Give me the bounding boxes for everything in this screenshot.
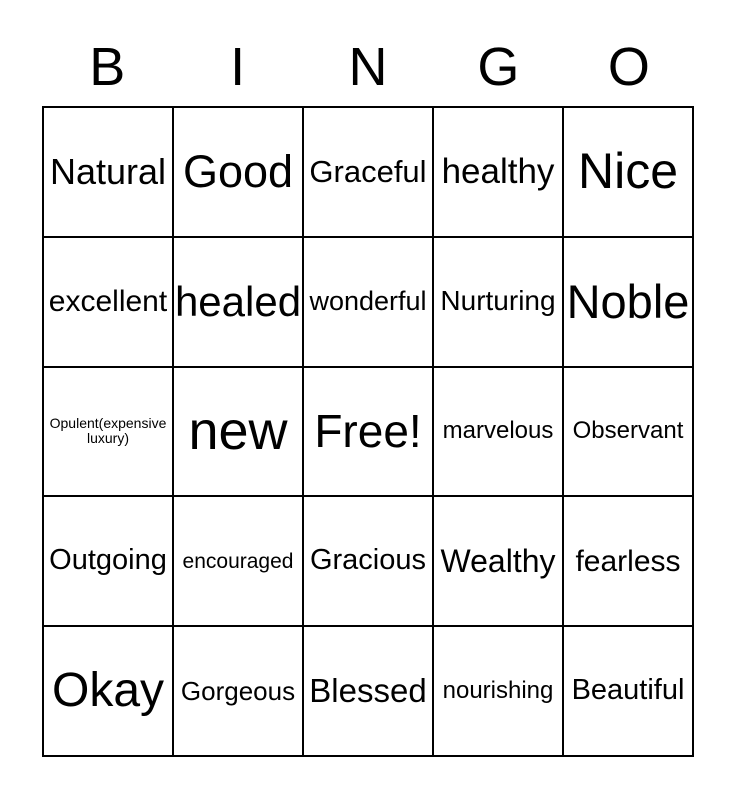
cell-text: excellent xyxy=(48,285,168,319)
bingo-cell-r2c5[interactable] xyxy=(564,238,692,366)
bingo-title xyxy=(42,36,694,98)
bingo-cell-r4c2[interactable] xyxy=(174,497,302,625)
title-letter-g: G xyxy=(477,37,520,97)
cell-text: new xyxy=(188,400,288,461)
cell-text: marvelous xyxy=(442,417,554,445)
cell-text: Observant xyxy=(572,417,684,445)
cell-text: Good xyxy=(182,146,294,198)
bingo-cell-r1c5[interactable] xyxy=(564,108,692,236)
bingo-cell-r5c3[interactable] xyxy=(304,627,432,755)
bingo-cell-r1c1[interactable] xyxy=(44,108,172,236)
cell-text: Beautiful xyxy=(571,674,685,707)
title-letter-o: O xyxy=(607,37,650,97)
title-letter-b: B xyxy=(89,37,126,97)
cell-text: Nice xyxy=(577,143,679,200)
title-letter-n: N xyxy=(348,37,388,97)
bingo-cell-r3c5[interactable] xyxy=(564,368,692,496)
bingo-cell-r3c2[interactable] xyxy=(174,368,302,496)
cell-text: Okay xyxy=(51,663,165,717)
cell-text: Noble xyxy=(566,274,690,328)
bingo-cell-r3c4[interactable] xyxy=(434,368,562,496)
cell-text: healthy xyxy=(441,151,555,191)
bingo-cell-r3c1[interactable] xyxy=(44,368,172,496)
title-letter-i: I xyxy=(230,37,246,97)
cell-text: Outgoing xyxy=(49,544,167,577)
bingo-cell-r1c2[interactable] xyxy=(174,108,302,236)
cell-text: encouraged xyxy=(182,549,294,573)
bingo-cell-r2c4[interactable] xyxy=(434,238,562,366)
bingo-grid xyxy=(42,106,694,757)
bingo-cell-r4c5[interactable] xyxy=(564,497,692,625)
bingo-cell-free-space[interactable] xyxy=(304,368,432,496)
cell-text: Gorgeous xyxy=(180,675,296,706)
cell-text: Wealthy xyxy=(440,542,556,579)
cell-text: wonderful xyxy=(309,285,427,316)
bingo-cell-r1c4[interactable] xyxy=(434,108,562,236)
bingo-cell-r4c3[interactable] xyxy=(304,497,432,625)
cell-text: fearless xyxy=(575,544,681,578)
bingo-cell-r1c3[interactable] xyxy=(304,108,432,236)
cell-text: healed xyxy=(174,277,302,325)
bingo-cell-r5c1[interactable] xyxy=(44,627,172,755)
cell-text: Gracious xyxy=(309,544,427,577)
bingo-cell-r5c4[interactable] xyxy=(434,627,562,755)
cell-text: Blessed xyxy=(309,671,427,709)
bingo-cell-r4c4[interactable] xyxy=(434,497,562,625)
cell-text: Free! xyxy=(314,405,422,458)
cell-text: nourishing xyxy=(442,676,554,704)
bingo-cell-r2c1[interactable] xyxy=(44,238,172,366)
bingo-cell-r5c2[interactable] xyxy=(174,627,302,755)
bingo-cell-r2c2[interactable] xyxy=(174,238,302,366)
cell-text: Opulent(expensive luxury) xyxy=(49,415,167,447)
cell-text: Nurturing xyxy=(440,285,556,317)
bingo-cell-r5c5[interactable] xyxy=(564,627,692,755)
bingo-cell-r2c3[interactable] xyxy=(304,238,432,366)
cell-text: Graceful xyxy=(309,153,427,189)
bingo-cell-r4c1[interactable] xyxy=(44,497,172,625)
cell-text: Natural xyxy=(49,151,167,193)
